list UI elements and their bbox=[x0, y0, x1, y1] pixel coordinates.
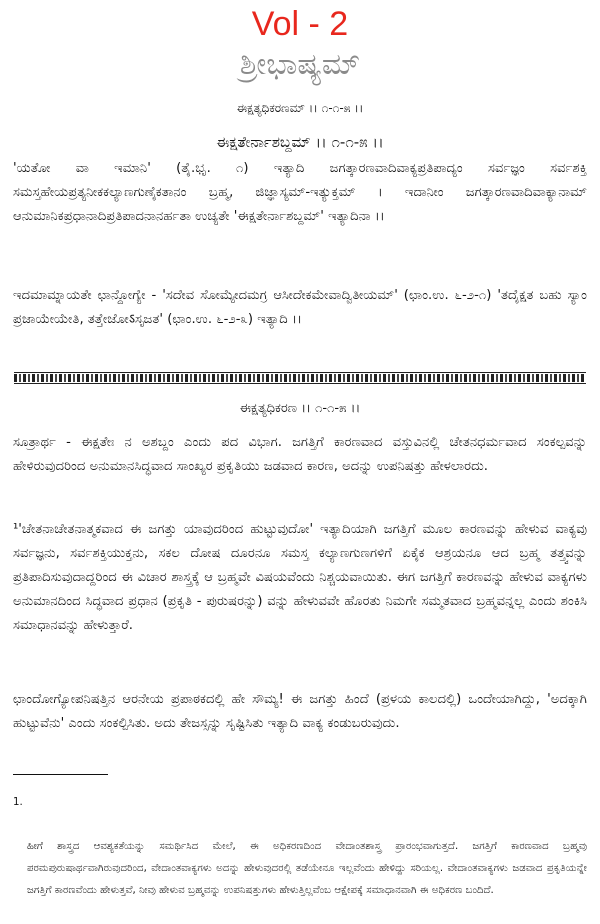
sutrartha-paragraph: ಸೂತ್ರಾರ್ಥ - ಈಕ್ಷತೇಃ ನ ಅಶಬ್ದಂ ಎಂದು ಪದ ವಿಭಾಗ. ಜಗತ್ತಿಗೆ ಕಾರಣವಾದ ವಸ್ತುವಿನಲ್ಲಿ ಚೇತನಧರ್ಮವಾದ ಸಂಕಲ್ಪವನ್ನು ಹೇಳಿರುವುದರಿಂದ ಅನುಮಾನಸಿದ್ಧವಾದ ಸಾಂಖ್ಯರ ಪ್ರಕೃತಿಯು ಜಡವಾದ ಕಾರಣ, ಅದನ್ನು ಉಪನಿಷತ್ತು ಹೇಳಲಾರದು. bbox=[13, 435, 587, 474]
kannada-adhikarana-heading: ಈಕ್ಷತ್ಯಧಿಕರಣ ।। ೧-೧-೫ ।। bbox=[239, 401, 361, 416]
commentary-paragraph-2: ಛಾಂದೋಗ್ಯೋಪನಿಷತ್ತಿನ ಆರನೇಯ ಪ್ರಪಾಠಕದಲ್ಲಿ ಹೇ ಸೌಮ್ಯ! ಈ ಜಗತ್ತು ಹಿಂದೆ (ಪ್ರಳಯ ಕಾಲದಲ್ಲಿ) ಒಂದೇಯಾಗಿದ್ದು, 'ಅದಕ್ಕಾಗಿ ಹುಟ್ಟುವೆನು' ಎಂದು ಸಂಕಲ್ಪಿಸಿತು. ಅದು ತೇಜಸ್ಸನ್ನು ಸೃಷ್ಟಿಸಿತು ಇತ್ಯಾದಿ ವಾಕ್ಯ ಕಂಡುಬರುವುದು. bbox=[13, 692, 587, 731]
page-title: ಶ್ರೀಭಾಷ್ಯಮ್ bbox=[239, 47, 361, 82]
volume-label: Vol - 2 bbox=[251, 5, 349, 43]
footnote-rule bbox=[13, 774, 108, 775]
sanskrit-paragraph-2: ಇದಮಾಮ್ನಾಯತೇ ಛಾನ್ದೋಗ್ಯೇ - 'ಸದೇವ ಸೋಮ್ಯೇದಮಗ್ರ ಆಸೀದೇಕಮೇವಾದ್ವಿತೀಯಮ್' (ಛಾಂ.ಉ. ೬-೨-೧) 'ತದೈಕ್ಷತ ಬಹು ಸ್ಯಾಂ ಪ್ರಜಾಯೇಯೇತಿ, ತತ್ತೇಜೋऽಸೃಜತ' (ಛಾಂ.ಉ. ೬-೨-೩) ಇತ್ಯಾದಿ ।। bbox=[13, 288, 587, 327]
sanskrit-paragraph-1: 'ಯತೋ ವಾ ಇಮಾನಿ' (ತೈ.ಭೃ. ೧) ಇತ್ಯಾದಿ ಜಗತ್ಕಾರಣವಾದಿವಾಕ್ಯಪ್ರತಿಪಾದ್ಯಂ ಸರ್ವಜ್ಞಂ ಸರ್ವಶಕ್ತಿ ಸಮಸ್ತಹೇಯಪ್ರತ್ಯನೀಕಕಲ್ಯಾಣಗುಣೈಕತಾನಂ ಬ್ರಹ್ಮ, ಜಿಜ್ಞಾಸ್ಯಮ್-ಇತ್ಯುಕ್ತಮ್ । ಇದಾನೀಂ ಜಗತ್ಕಾರಣವಾದಿವಾಕ್ಯಾನಾಮ್ ಆನುಮಾನಿಕಪ್ರಧಾನಾದಿಪ್ರತಿಪಾದನಾನರ್ಹತಾ ಉಚ್ಯತೇ 'ಈಕ್ಷತೇರ್ನಾಶಬ್ದಮ್' ಇತ್ಯಾದಿನಾ ।। bbox=[13, 161, 587, 224]
sutra-heading: ಈಕ್ಷತೇರ್ನಾಶಬ್ದಮ್ ।। ೧-೧-೫ ।। bbox=[216, 133, 384, 151]
footnote-number: 1. bbox=[13, 797, 23, 808]
footnote bbox=[13, 792, 587, 924]
ornamental-divider bbox=[14, 374, 586, 382]
adhikarana-heading: ಈಕ್ಷತ್ಯಧಿಕರಣಮ್ ।। ೧-೧-೫ ।। bbox=[236, 101, 364, 115]
footnote-text: ಹೀಗೆ ಶಾಸ್ತ್ರದ ಆವಶ್ಯಕತೆಯನ್ನು ಸಮರ್ಥಿಸಿದ ಮೇಲೆ, ಈ ಅಧಿಕರಣದಿಂದ ವೇದಾಂತಶಾಸ್ತ್ರ ಪ್ರಾರಂಭವಾಗುತ್ತದೆ. ಜಗತ್ತಿಗೆ ಕಾರಣವಾದ ಬ್ರಹ್ಮವು ಪರಮಪುರುಷಾರ್ಥವಾಗಿರುವುದರಿಂದ, ವೇದಾಂತವಾಕ್ಯಗಳು ಅದನ್ನು ಹೇಳುವುದರಲ್ಲಿ ತಡೆಯೇನೂ ಇಲ್ಲವೆಂದು ಹೇಳಿದ್ದು ಸರಿಯಲ್ಲ. ವೇದಾಂತವಾಕ್ಯಗಳು ಜಡವಾದ ಪ್ರಕೃತಿಯನ್ನೇ ಜಗತ್ತಿಗೆ ಕಾರಣವೆಂದು ಹೇಳುತ್ತವೆ, ನೀವು ಹೇಳುವ ಬ್ರಹ್ಮವನ್ನು ಉಪನಿಷತ್ತುಗಳು ಹೇಳುತ್ತಿಲ್ಲವೆಂಬ ಆಕ್ಷೇಪಕ್ಕೆ ಸಮಾಧಾನವಾಗಿ ಈ ಅಧಿಕರಣ ಬಂದಿದೆ. bbox=[27, 841, 587, 896]
commentary-paragraph-1: ¹'ಚೇತನಾಚೇತನಾತ್ಮಕವಾದ ಈ ಜಗತ್ತು ಯಾವುದರಿಂದ ಹುಟ್ಟುವುದೋ' ಇತ್ಯಾದಿಯಾಗಿ ಜಗತ್ತಿಗೆ ಮೂಲ ಕಾರಣವನ್ನು ಹೇಳುವ ವಾಕ್ಯವು ಸರ್ವಜ್ಞನು, ಸರ್ವಶಕ್ತಿಯುಕ್ತನು, ಸಕಲ ದೋಷ ದೂರನೂ ಸಮಸ್ತ ಕಲ್ಯಾಣಗುಣಗಳಿಗೆ ಏಕೈಕ ಆಶ್ರಯನೂ ಆದ ಬ್ರಹ್ಮ ತತ್ತ್ವವನ್ನು ಪ್ರತಿಪಾದಿಸುವುದಾದ್ದರಿಂದ ಈ ವಿಚಾರ ಶಾಸ್ತ್ರಕ್ಕೆ ಆ ಬ್ರಹ್ಮವೇ ವಿಷಯವೆಂದು ನಿಶ್ಚಯವಾಯಿತು. ಈಗ ಜಗತ್ತಿಗೆ ಕಾರಣವನ್ನು ಹೇಳುವ ವಾಕ್ಯಗಳು ಅನುಮಾನದಿಂದ ಸಿದ್ಧವಾದ ಪ್ರಧಾನ (ಪ್ರಕೃತಿ - ಪುರುಷರನ್ನು) ವನ್ನು ಹೇಳುವವೇ ಹೊರತು ನಿಮಗೇ ಸಮ್ಮತವಾದ ಬ್ರಹ್ಮವನ್ನಲ್ಲ ಎಂದು ಶಂಕಿಸಿ ಸಮಾಧಾನವನ್ನು ಹೇಳುತ್ತಾರೆ. bbox=[13, 522, 587, 633]
